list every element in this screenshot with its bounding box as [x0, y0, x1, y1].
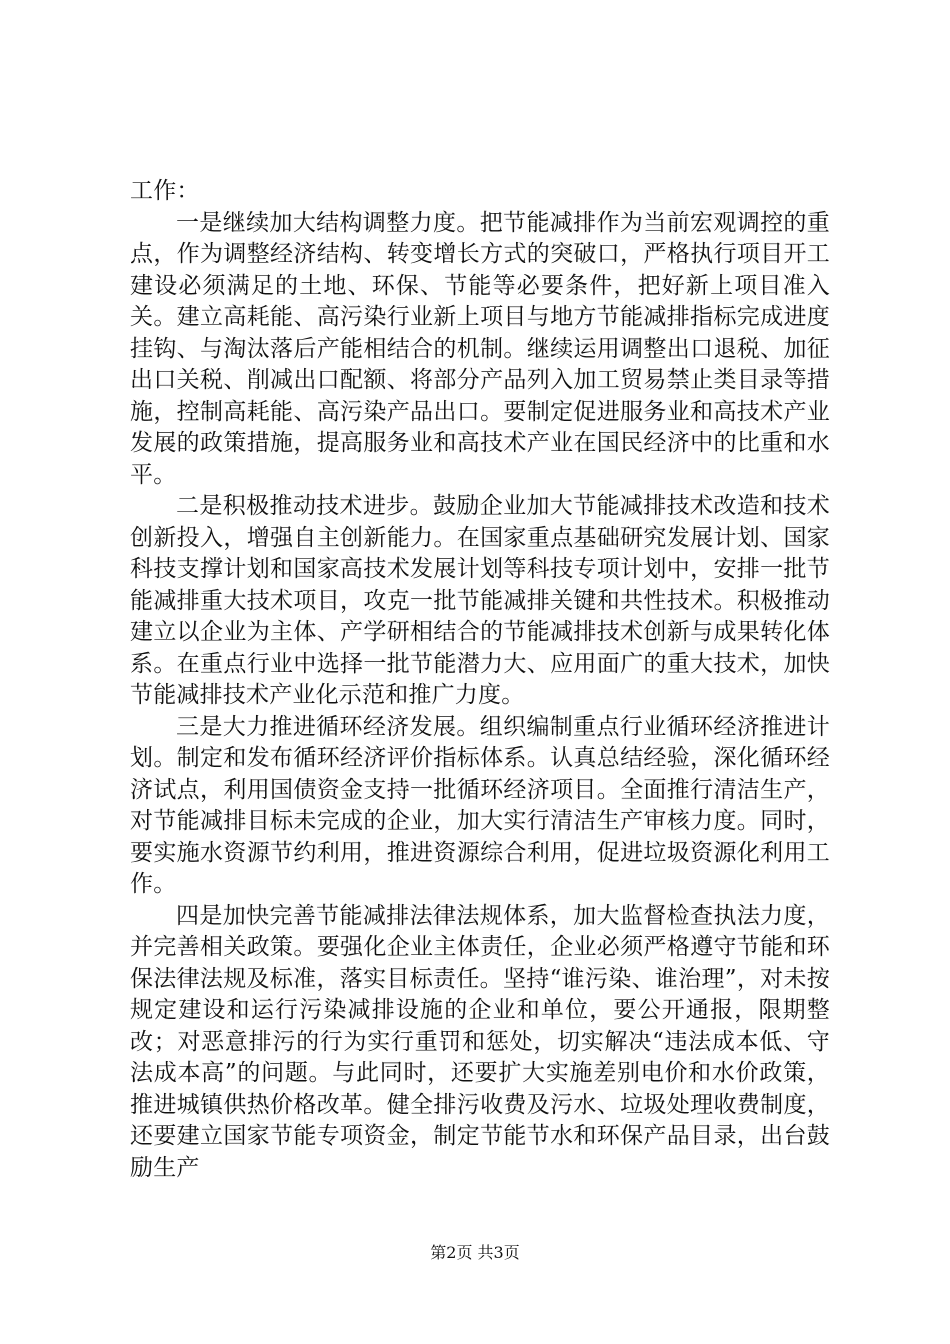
paragraph-legal-system: 四是加快完善节能减排法律法规体系，加大监督检查执法力度，并完善相关政策。要强化企业主体责任，企业必须严格遵守节能和环保法律法规及标准，落实目标责任。坚持“谁污染、谁治理”，对未按规定建设和运行污染减排设施的企业和单位，要公开通报，限期整改；对恶意排污的行为实行重罚和惩处，切实解决“违法成本低、守法成本高”的问题。与此同时，还要扩大实施差别电价和水价政策，推进城镇供热价格改革。健全排污收费及污水、垃圾处理收费制度，还要建立国家节能专项资金，制定节能节水和环保产品目录，出台鼓励生产 — [130, 902, 830, 1181]
document-body — [130, 176, 830, 1184]
paragraph-lead: 工作： — [130, 178, 200, 204]
page-number: 第2页 共3页 — [430, 1243, 520, 1262]
paragraph-technology-progress: 二是积极推动技术进步。鼓励企业加大节能减排技术改造和技术创新投入，增强自主创新能力。在国家重点基础研究发展计划、国家科技支撑计划和国家高技术发展计划等科技专项计划中，安排一批节能减排重大技术项目，攻克一批节能减排关键和共性技术。积极推动建立以企业为主体、产学研相结合的节能减排技术创新与成果转化体系。在重点行业中选择一批节能潜力大、应用面广的重大技术，加快节能减排技术产业化示范和推广力度。 — [130, 493, 830, 708]
paragraph-structure-adjustment: 一是继续加大结构调整力度。把节能减排作为当前宏观调控的重点，作为调整经济结构、转变增长方式的突破口，严格执行项目开工建设必须满足的土地、环保、节能等必要条件，把好新上项目准入关。建立高耗能、高污染行业新上项目与地方节能减排指标完成进度挂钩、与淘汰落后产能相结合的机制。继续运用调整出口退税、加征出口关税、削减出口配额、将部分产品列入加工贸易禁止类目录等措施，控制高耗能、高污染产品出口。要制定促进服务业和高技术产业发展的政策措施，提高服务业和高技术产业在国民经济中的比重和水平。 — [130, 209, 830, 488]
paragraph-circular-economy: 三是大力推进循环经济发展。组织编制重点行业循环经济推进计划。制定和发布循环经济评价指标体系。认真总结经验，深化循环经济试点，利用国债资金支持一批循环经济项目。全面推行清洁生产，对节能减排目标未完成的企业，加大实行清洁生产审核力度。同时，要实施水资源节约利用，推进资源综合利用，促进垃圾资源化利用工作。 — [130, 713, 830, 897]
